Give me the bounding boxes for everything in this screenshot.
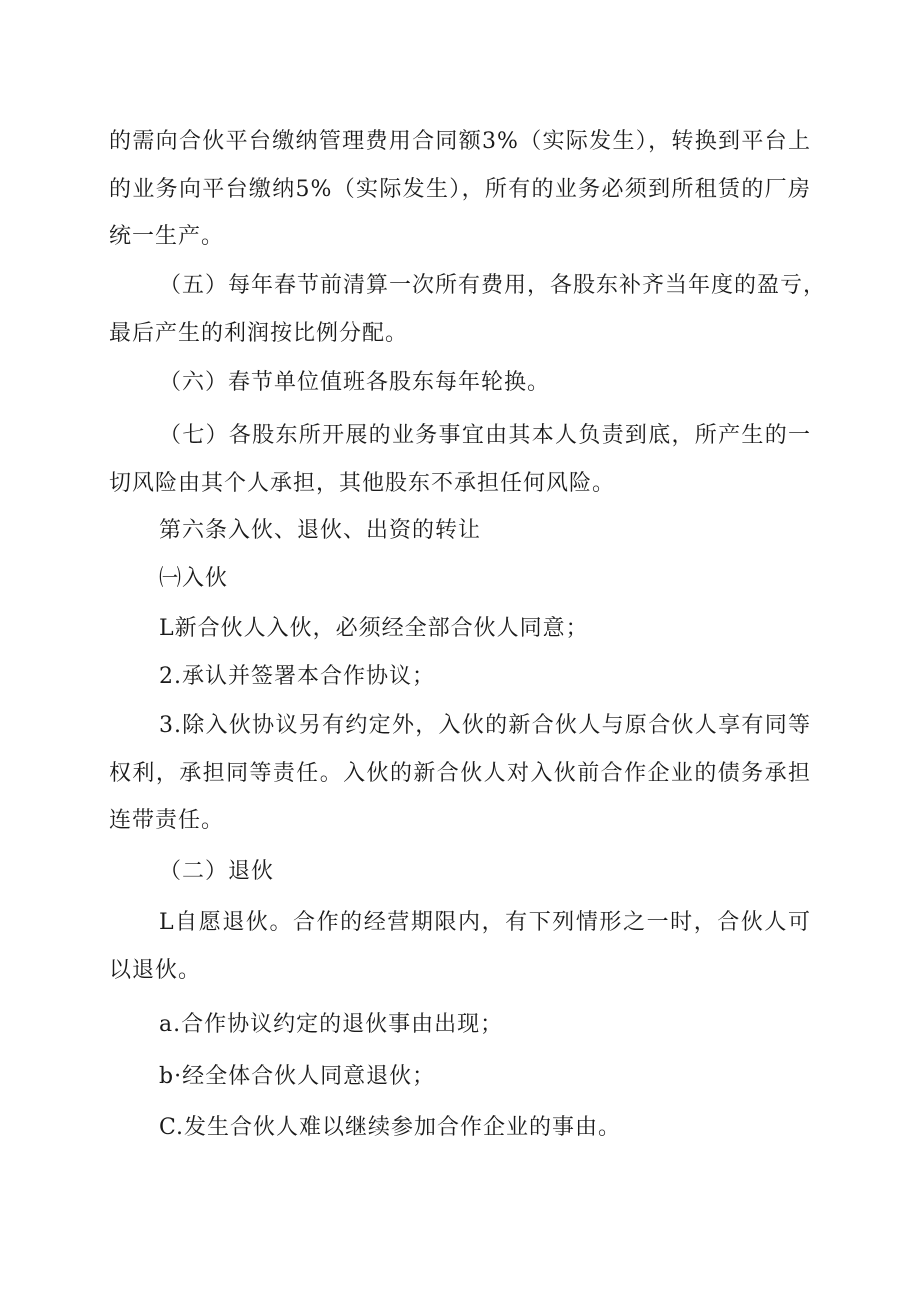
- list-item: C.发生合伙人难以继续参加合作企业的事由。: [159, 1115, 622, 1140]
- list-item: L自愿退伙。合作的经营期限内，有下列情形之一时，合伙人可: [159, 910, 811, 935]
- list-item: L新合伙人入伙，必须经全部合伙人同意；: [159, 616, 589, 641]
- list-item: a.合作协议约定的退伙事由出现；: [159, 1012, 504, 1037]
- list-item: 2.承认并签署本合作协议；: [159, 664, 435, 689]
- text-line: （七）各股东所开展的业务事宜由其本人负责到底，所产生的一: [159, 423, 811, 448]
- text-line: 切风险由其个人承担，其他股东不承担任何风险。: [109, 471, 616, 496]
- text-line: 最后产生的利润按比例分配。: [109, 321, 409, 346]
- text-line: 权利，承担同等责任。入伙的新合伙人对入伙前合作企业的债务承担: [109, 761, 811, 786]
- text-line: 以退伙。: [109, 958, 202, 983]
- list-item: 3.除入伙协议另有约定外，入伙的新合伙人与原合伙人享有同等: [159, 713, 811, 738]
- text-line: 的业务向平台缴纳5%（实际发生），所有的业务必须到所租赁的厂房: [109, 177, 811, 202]
- text-line: （六）春节单位值班各股东每年轮换。: [159, 370, 551, 395]
- text-line: 统一生产。: [109, 224, 225, 249]
- list-item: b·经全体合伙人同意退伙；: [159, 1064, 436, 1089]
- text-line: 连带责任。: [109, 808, 225, 833]
- subsection-heading: ㈠入伙: [159, 566, 229, 591]
- subsection-heading: （二）退伙: [159, 859, 275, 884]
- section-heading: 第六条入伙、退伙、出资的转让: [159, 518, 482, 543]
- text-line: （五）每年春节前清算一次所有费用，各股东补齐当年度的盈亏，: [159, 273, 827, 298]
- text-line: 的需向合伙平台缴纳管理费用合同额3%（实际发生），转换到平台上: [109, 129, 811, 154]
